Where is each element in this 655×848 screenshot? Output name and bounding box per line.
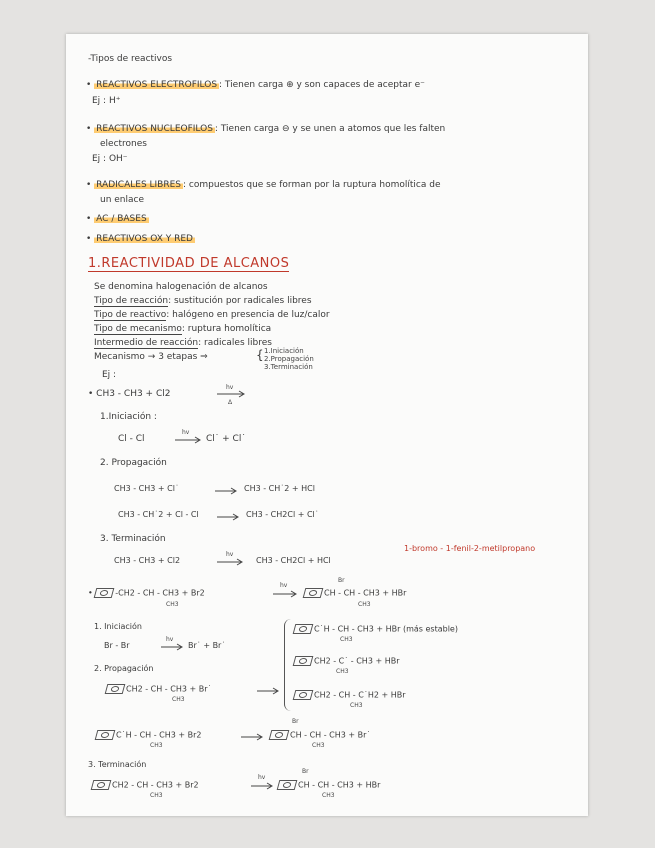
radicales-line: • RADICALES LIBRES : compuestos que se forman por la ruptura homolítica de (86, 180, 441, 190)
steps-brace: { (256, 348, 264, 362)
nucleofilos-text: : Tienen carga ⊖ y se unen a atomos que les falten (214, 124, 446, 134)
tipo-mecanismo-label: Tipo de mecanismo (94, 324, 182, 334)
term2-prod-text: CH - CH - CH3 + HBr (298, 780, 381, 790)
electrofilos-label: REACTIVOS ELECTROFILOS (96, 80, 218, 90)
option-1-text: C˙H - CH - CH3 + HBr (314, 624, 401, 634)
opt3-ch3: CH3 (350, 702, 363, 709)
terminacion-2: 3. Terminación (88, 760, 147, 769)
prop3-prod-ch3: CH3 (312, 742, 325, 749)
r2-hv: hv (280, 582, 288, 589)
electrofilos-text: : Tienen carga ⊕ y son capaces de aceptar e⁻ (219, 80, 425, 90)
tipo-reactivo-line (94, 310, 330, 320)
r2-ch3: CH3 (166, 601, 179, 608)
i1-hv: hv (182, 429, 190, 436)
halogenacion-line: Se denomina halogenación de alcanos (94, 282, 268, 292)
reaction-ethane: • CH3 - CH3 + Cl2 (88, 389, 171, 399)
opt1-ch3: CH3 (340, 636, 353, 643)
prop-arrow-2 (216, 513, 240, 521)
option-3 (294, 690, 406, 700)
t3-hv: hv (226, 551, 234, 558)
reaction-benzene: • -CH2 - CH - CH3 + Br2 (88, 588, 205, 598)
mecanismo-line: Mecanismo → 3 etapas ⇒ (94, 352, 208, 362)
intermedio-label: Intermedio de reacción (94, 338, 199, 348)
benzene-ring-icon-3 (105, 684, 126, 694)
acbases-line: • AC / BASES (86, 214, 147, 224)
r2-prod-text: CH - CH - CH3 + HBr (324, 588, 407, 598)
prop3-prod-text: CH - CH - CH3 + Br˙ (290, 730, 371, 740)
term2-br: Br (302, 768, 309, 775)
r1-hv: hv (226, 384, 234, 391)
benzene-ring-icon-4 (293, 624, 314, 634)
section-title: 1.REACTIVIDAD DE ALCANOS (88, 256, 290, 271)
step-1: 1.Iniciación (264, 347, 304, 355)
terminacion-1: 3. Terminación (100, 534, 166, 544)
nucleofilos-line: • REACTIVOS NUCLEOFILOS : Tienen carga ⊖ y se unen a atomos que les falten (86, 124, 446, 134)
electrofilos-line: • REACTIVOS ELECTROFILOS : Tienen carga ⊕ y son capaces de aceptar e⁻ (86, 80, 425, 90)
prop-prod1: CH3 - CH˙2 + HCl (244, 484, 315, 493)
prop-eq1: CH3 - CH3 + Cl˙ (114, 484, 179, 493)
example-oh: Ej : OH⁻ (92, 154, 128, 164)
i1-arrow (174, 436, 202, 444)
intermedio-text: : radicales libres (198, 338, 272, 348)
iniciacion-2-eq: Br - Br (104, 641, 130, 650)
prop2-arrow (256, 687, 280, 695)
prop3-prod (270, 730, 370, 740)
iniciacion-prod: Cl˙ + Cl˙ (206, 434, 246, 444)
t3-arrow (216, 558, 244, 566)
benzene-ring-icon (94, 588, 115, 598)
term-prod: CH3 - CH2Cl + HCl (256, 556, 331, 565)
term2-eq (92, 780, 199, 790)
option-1-note: (más estable) (402, 624, 458, 634)
benzene-ring-icon-7 (95, 730, 116, 740)
benzene-ring-icon-10 (277, 780, 298, 790)
oxred-line: • REACTIVOS OX Y RED (86, 234, 193, 244)
prop-eq2: CH3 - CH˙2 + Cl - Cl (118, 510, 199, 519)
benzene-ring-icon-8 (269, 730, 290, 740)
r1-arrow (216, 390, 246, 398)
prop-prod2: CH3 - CH2Cl + Cl˙ (246, 510, 319, 519)
oxred-label: REACTIVOS OX Y RED (96, 234, 193, 244)
benzene-ring-icon-2 (303, 588, 324, 598)
option-3-text: CH2 - CH - C˙H2 + HBr (314, 690, 406, 700)
notebook-page (66, 34, 588, 816)
prop3-eq (96, 730, 202, 740)
prop3-eq-text: C˙H - CH - CH3 + Br2 (116, 730, 202, 740)
option-2 (294, 656, 400, 666)
prop3-arrow (240, 733, 264, 741)
electrones-word: electrones (100, 139, 147, 149)
tipo-mecanismo-line (94, 324, 271, 334)
nucleofilos-label: REACTIVOS NUCLEOFILOS (96, 124, 213, 134)
opt2-ch3: CH3 (336, 668, 349, 675)
benzene-ring-icon-6 (293, 690, 314, 700)
tipo-reaccion-label: Tipo de reacción (94, 296, 169, 306)
tipo-reactivo-text: : halógeno en presencia de luz/calor (166, 310, 330, 320)
step-2: 2.Propagación (264, 355, 314, 363)
r2-arrow (272, 590, 298, 598)
term2-ch3: CH3 (150, 792, 163, 799)
t7-hv: hv (258, 774, 266, 781)
r2-product (304, 588, 406, 598)
option-1 (294, 624, 458, 634)
benzene-ring-icon-5 (293, 656, 314, 666)
r2-br: Br (338, 577, 345, 584)
tipo-reaccion-text: : sustitución por radicales libres (168, 296, 312, 306)
t7-arrow (250, 782, 274, 790)
prop2-eq (106, 684, 212, 694)
intermedio-line (94, 338, 272, 348)
heading-tipos: -Tipos de reactivos (88, 54, 173, 64)
option-2-text: CH2 - C˙ - CH3 + HBr (314, 656, 400, 666)
prop2-ch3: CH3 (172, 696, 185, 703)
benzene-ring-icon-9 (91, 780, 112, 790)
prop-arrow-1 (214, 487, 238, 495)
radicales-text: : compuestos que se forman por la ruptura homolítica de (183, 180, 441, 190)
term2-eq-text: CH2 - CH - CH3 + Br2 (112, 780, 199, 790)
iniciacion-2: 1. Iniciación (94, 622, 142, 631)
step-3: 3.Terminación (264, 363, 313, 371)
term-eq: CH3 - CH3 + Cl2 (114, 556, 181, 565)
prop3-ch3: CH3 (150, 742, 163, 749)
r2-prod-ch3: CH3 (358, 601, 371, 608)
iniciacion-eq: Cl - Cl (118, 434, 145, 444)
term2-prod (278, 780, 380, 790)
i4-hv: hv (166, 636, 174, 643)
options-brace (284, 619, 291, 711)
iniciacion-2-prod: Br˙ + Br˙ (188, 641, 226, 650)
prop3-br: Br (292, 718, 299, 725)
acbases-label: AC / BASES (96, 214, 147, 224)
ej-label: Ej : (102, 370, 117, 380)
enlace-word: un enlace (100, 195, 145, 205)
iniciacion-1: 1.Iniciación : (100, 412, 157, 422)
product-name: 1-bromo - 1-fenil-2-metilpropano (404, 544, 536, 553)
i4-arrow (160, 643, 184, 651)
example-h: Ej : H⁺ (92, 96, 121, 106)
radicales-label: RADICALES LIBRES (96, 180, 182, 190)
r2-substrate: -CH2 - CH - CH3 + Br2 (115, 588, 205, 598)
tipo-reactivo-label: Tipo de reactivo (94, 310, 167, 320)
tipo-mecanismo-text: : ruptura homolítica (181, 324, 272, 334)
propagacion-2: 2. Propagación (94, 664, 154, 673)
tipo-reaccion-line (94, 296, 312, 306)
prop2-eq-text: CH2 - CH - CH3 + Br˙ (126, 684, 212, 694)
r1-delta: Δ (228, 399, 233, 406)
propagacion-1: 2. Propagación (100, 458, 167, 468)
term2-prod-ch3: CH3 (322, 792, 335, 799)
